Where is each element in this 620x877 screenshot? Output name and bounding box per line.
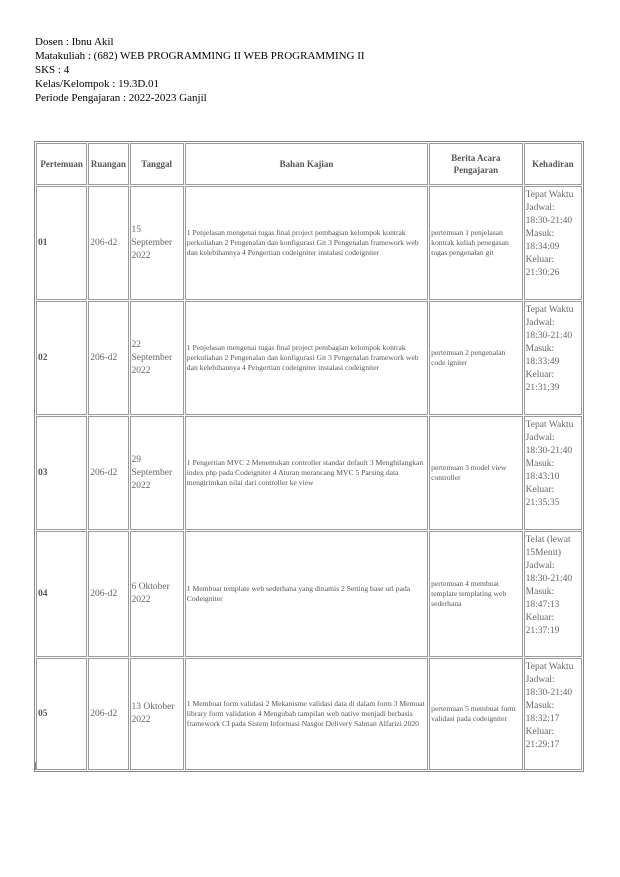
kehadiran-value: 21:30:26	[525, 268, 560, 278]
kehadiran-value: 18:30-21:40	[525, 574, 573, 584]
kelas-line: Kelas/Kelompok : 19.3D.01	[35, 78, 160, 90]
cell-berita-acara: pertemuan 1 penjelasan kontrak kuliah penegasan tugas pengenalan git	[429, 186, 523, 300]
table-row	[36, 531, 582, 657]
dosen-line: Dosen : Ibnu Akil	[35, 36, 114, 48]
cell-kehadiran	[524, 531, 582, 657]
kehadiran-label: Keluar:	[525, 727, 555, 737]
cell-kehadiran	[524, 301, 582, 415]
cell-ruangan: 206-d2	[88, 186, 128, 300]
cell-bahan-kajian: 1 Membuat template web sederhana yang dinamis 2 Setting base url pada Codeigniter	[185, 531, 428, 657]
table-row	[36, 186, 582, 300]
cell-kehadiran	[524, 416, 582, 530]
kehadiran-value: 18:33:49	[525, 357, 560, 367]
kehadiran-value: 18:43:10	[525, 472, 560, 482]
cell-pertemuan: 01	[36, 186, 87, 300]
cell-bahan-kajian: 1 Penjelasan mengenai tugas final project pembagian kelompok kontrak perkuliahan 2 Pengenalan dan konfigurasi Git 3 Pengenalan framework web dan kelebihannya 4 Pengertian codeigniter instalasi codeigniter	[185, 186, 428, 300]
kehadiran-value: 18:30-21:40	[525, 216, 573, 226]
kehadiran-value: 18:30-21:40	[525, 446, 573, 456]
header-bahan-kajian: Bahan Kajian	[185, 143, 428, 185]
sks-line: SKS : 4	[35, 64, 70, 76]
table-row	[36, 658, 582, 770]
cell-ruangan: 206-d2	[88, 301, 128, 415]
cell-bahan-kajian: 1 Pengertian MVC 2 Menentukan controller standar default 3 Menghilangkan index php pada Codeigniter 4 Aturan merancang MVC 5 Parsing data mengirimkan nilai dari controller ke view	[185, 416, 428, 530]
kehadiran-value: 18:34:09	[525, 242, 560, 252]
kehadiran-value: 18:47:13	[525, 600, 560, 610]
kehadiran-label: Keluar:	[525, 370, 555, 380]
cell-berita-acara: pertemuan 4 membuat template templating web sederhana	[429, 531, 523, 657]
table-row	[36, 416, 582, 530]
kehadiran-label: Masuk:	[525, 701, 555, 711]
kehadiran-status: Tepat Waktu	[525, 190, 574, 200]
cell-tanggal: 29 September 2022	[130, 416, 184, 530]
cell-berita-acara: pertemuan 5 membuat form validasi pada codeigniter	[429, 658, 523, 770]
kehadiran-value: 21:35:35	[525, 498, 560, 508]
header-pertemuan: Pertemuan	[36, 143, 87, 185]
cell-berita-acara: pertemuan 3 model view controller	[429, 416, 523, 530]
kehadiran-label: Masuk:	[525, 344, 555, 354]
kehadiran-label: Jadwal:	[525, 675, 555, 685]
kehadiran-label: Keluar:	[525, 255, 555, 265]
attendance-table-wrapper	[34, 141, 584, 772]
kehadiran-label: Jadwal:	[525, 203, 555, 213]
kehadiran-value: 21:29:17	[525, 740, 560, 750]
cell-ruangan: 206-d2	[88, 416, 128, 530]
cell-pertemuan: 03	[36, 416, 87, 530]
kehadiran-status: Tepat Waktu	[525, 662, 574, 672]
cell-bahan-kajian: 1 Membuat form validasi 2 Mekanisme validasi data di dalam form 3 Memuat library form validation 4 Mengubah tampilan web native menjadi berbasis framework CI pada Sistem Informasi Nasgor Delivery Salman Alfarizi 2020	[185, 658, 428, 770]
table-row	[36, 301, 582, 415]
kehadiran-label: Keluar:	[525, 485, 555, 495]
cell-tanggal: 22 September 2022	[130, 301, 184, 415]
kehadiran-value: 18:30-21:40	[525, 688, 573, 698]
cell-tanggal: 15 September 2022	[130, 186, 184, 300]
attendance-table	[34, 141, 584, 772]
table-header-row	[36, 143, 582, 185]
matakuliah-line: Matakuliah : (682) WEB PROGRAMMING II WEB PROGRAMMING II	[35, 50, 365, 62]
cell-pertemuan: 05	[36, 658, 87, 770]
cell-ruangan: 206-d2	[88, 658, 128, 770]
cell-pertemuan: 02	[36, 301, 87, 415]
periode-line: Periode Pengajaran : 2022-2023 Ganjil	[35, 92, 207, 104]
kehadiran-label: Masuk:	[525, 459, 555, 469]
cell-ruangan: 206-d2	[88, 531, 128, 657]
cell-bahan-kajian: 1 Penjelasan mengenai tugas final project pembagian kelompok kontrak perkuliahan 2 Pengenalan dan konfigurasi Git 3 Pengenalan framework web dan kelebihannya 4 Pengertian codeigniter instalasi codeigniter	[185, 301, 428, 415]
kehadiran-label: Jadwal:	[525, 433, 555, 443]
kehadiran-value: 18:30-21:40	[525, 331, 573, 341]
divider	[35, 762, 36, 770]
kehadiran-status: Tepat Waktu	[525, 420, 574, 430]
header-ruangan: Ruangan	[88, 143, 128, 185]
cell-tanggal: 13 Oktober 2022	[130, 658, 184, 770]
kehadiran-value: 21:31:39	[525, 383, 560, 393]
cell-pertemuan: 04	[36, 531, 87, 657]
kehadiran-label: Jadwal:	[525, 318, 555, 328]
cell-kehadiran	[524, 658, 582, 770]
kehadiran-label: Keluar:	[525, 613, 555, 623]
header-kehadiran: Kehadiran	[524, 143, 582, 185]
kehadiran-status: Tepat Waktu	[525, 305, 574, 315]
kehadiran-status: Telat (lewat 15Menit)	[525, 535, 571, 558]
cell-kehadiran	[524, 186, 582, 300]
kehadiran-label: Jadwal:	[525, 561, 555, 571]
kehadiran-label: Masuk:	[525, 587, 555, 597]
kehadiran-value: 18:32:17	[525, 714, 560, 724]
kehadiran-value: 21:37:19	[525, 626, 560, 636]
header-tanggal: Tanggal	[130, 143, 184, 185]
document-header	[35, 35, 365, 105]
kehadiran-label: Masuk:	[525, 229, 555, 239]
cell-berita-acara: pertemuan 2 pengenalan code igniter	[429, 301, 523, 415]
cell-tanggal: 6 Oktober 2022	[130, 531, 184, 657]
divider	[583, 762, 584, 770]
header-berita-acara: Berita Acara Pengajaran	[429, 143, 523, 185]
